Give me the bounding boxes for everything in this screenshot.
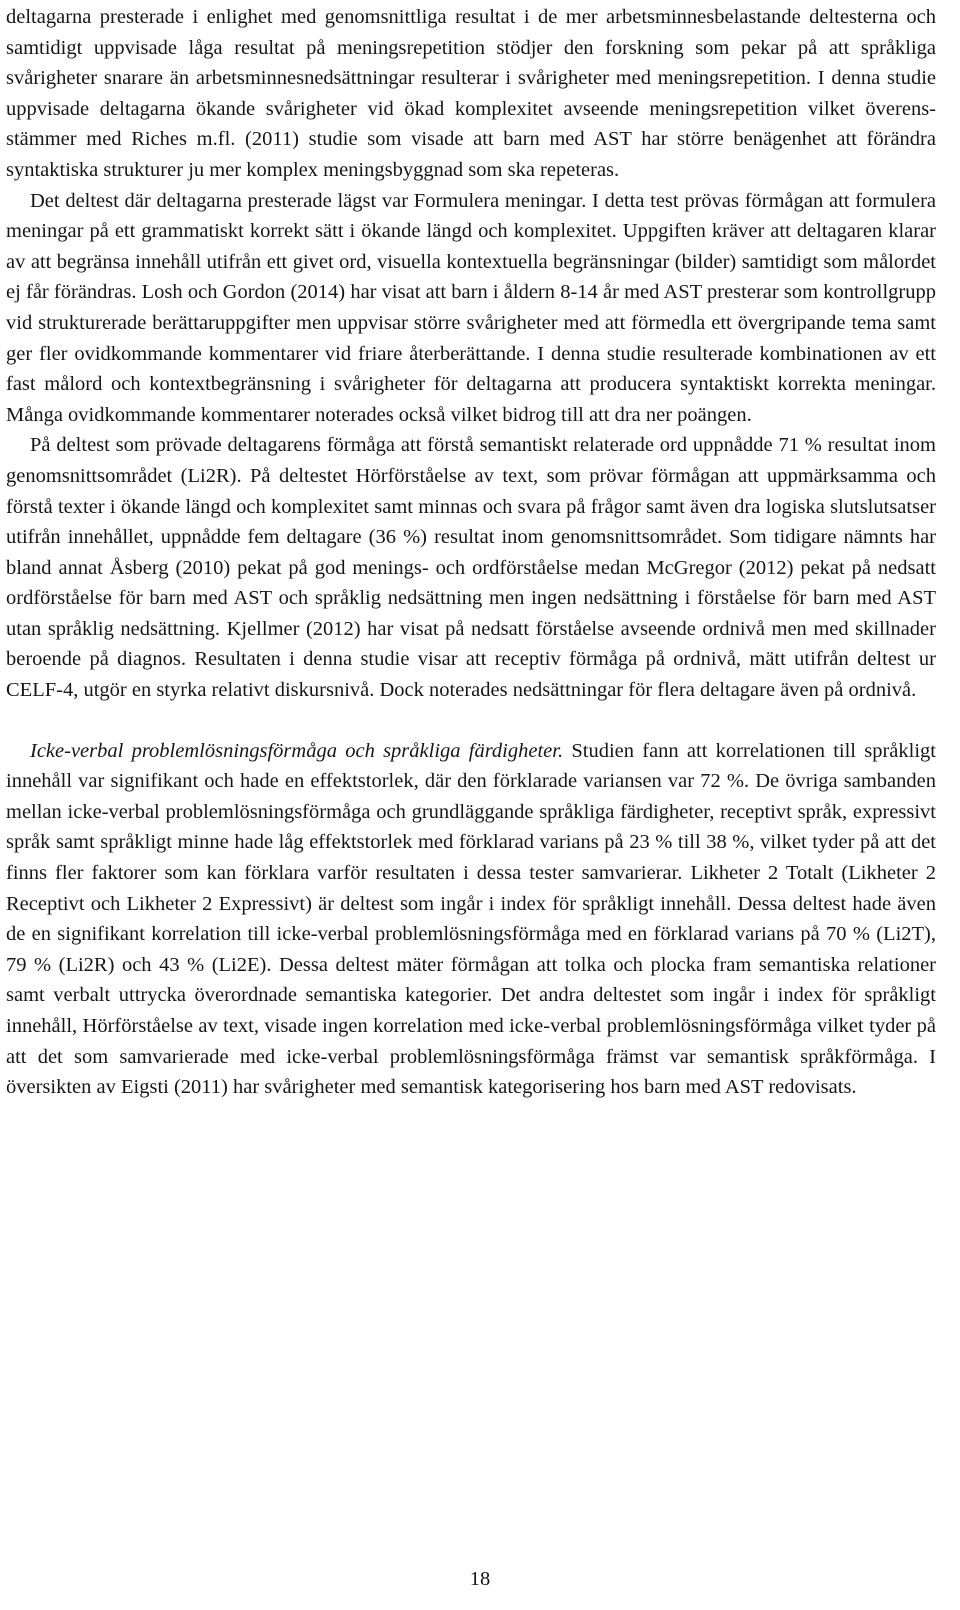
paragraph-4 [6, 736, 936, 1103]
paragraph-4-text: Studien fann att korrelationen till språkligt innehåll var signifikant och hade en effektstorlek, där den förklarade variansen var 72 %. De övriga sambanden mellan icke-verbal problemlösningsförmåga och grundläggande språkliga färdigheter, receptivt språk, expressivt språk samt språkligt minne hade låg effektstorlek med förklarad varians på 23 % till 38 %, vilket tyder på att det finns fler faktorer som kan förklara varför resultaten i dessa tester samvarierar. Likheter 2 Totalt (Likheter 2 Receptivt och Likheter 2 Expressivt) är deltest som ingår i index för språkligt innehåll. Dessa deltest hade även de en signifikant korrelation till icke-verbal problemlösningsförmåga med en förklarad varians på 70 % (Li2T), 79 % (Li2R) och 43 % (Li2E). Dessa deltest mäter förmågan att tolka och plocka fram semantiska relationer samt verbalt uttrycka överordnade semantiska kategorier. Det andra deltestet som ingår i index för språkligt innehåll, Hörförståelse av text, visade ingen korrelation med icke-verbal problemlösningsförmåga vilket tyder på att det som samvarierade med icke-verbal problemlösningsförmåga främst var semantisk språkförmåga. I översikten av Eigsti (2011) har svårigheter med semantisk kategorisering hos barn med AST redovisats. [6, 739, 936, 1099]
page-number: 18 [469, 1568, 491, 1590]
document-body [6, 2, 936, 1103]
paragraph-1: deltagarna presterade i enlighet med genomsnittliga resultat i de mer arbetsminnesbelastande deltesterna och samtidigt uppvisade låga resultat på meningsrepetition stödjer den forskning som pekar på att språkliga svårigheter snarare än arbetsminnesnedsättningar resulterar i svårigheter med meningsrepetition. I denna studie uppvisade deltagarna ökande svårigheter vid ökad komplexitet avseende meningsrepetition vilket överensstämmer med Riches m.fl. (2011) studie som visade att barn med AST har större benägenhet att förändra syntaktiska strukturer ju mer komplex meningsbyggnad som ska repeteras. [6, 6, 936, 181]
paragraph-3: På deltest som prövade deltagarens förmåga att förstå semantiskt relaterade ord uppnådde 71 % resultat inom genomsnittsområdet (Li2R). På deltestet Hörförståelse av text, som prövar förmågan att uppmärksamma och förstå texter i ökande längd och komplexitet samt minnas och svara på frågor samt även dra logiska slutslutsatser utifrån innehållet, uppnådde fem deltagare (36 %) resultat inom genomsnittsområdet. Som tidigare nämnts har bland annat Åsberg (2010) pekat på god menings- och ordförståelse medan McGregor (2012) pekat på nedsatt ordförståelse för barn med AST och språklig nedsättning men ingen nedsättning i förståelse för barn med AST utan språklig nedsättning. Kjellmer (2012) har visat på nedsatt förståelse avseende ordnivå men med skillnader beroende på diagnos. Resultaten i denna studie visar att receptiv förmåga på ordnivå, mätt utifrån deltest ur CELF-4, utgör en styrka relativt diskursnivå. Dock noterades nedsättningar för flera deltagare även på ordnivå. [6, 434, 936, 702]
paragraph-2: Det deltest där deltagarna presterade lägst var Formulera meningar. I detta test prövas förmågan att formulera meningar på ett grammatiskt korrekt sätt i ökande längd och komplexitet. Uppgiften kräver att deltagaren klarar av att begränsa innehåll utifrån ett givet ord, visuella kontextuella begränsningar (bilder) samtidigt som målordet ej får förändras. Losh och Gordon (2014) har visat att barn i åldern 8-14 år med AST presterar som kontrollgrupp vid strukturerade berättaruppgifter men uppvisar större svårigheter med att förmedla ett övergripande tema samt ger fler ovidkommande kommentarer vid friare återberättande. I denna studie resulterade kombinationen av ett fast målord och kontextbegränsning i svårigheter för deltagarna att producera syntaktiskt korrekta meningar. Många ovidkommande kommentarer noterades också vilket bidrog till att dra ner poängen. [6, 189, 936, 426]
section-heading: Icke-verbal problemlösningsförmåga och språkliga färdigheter. [30, 739, 564, 762]
